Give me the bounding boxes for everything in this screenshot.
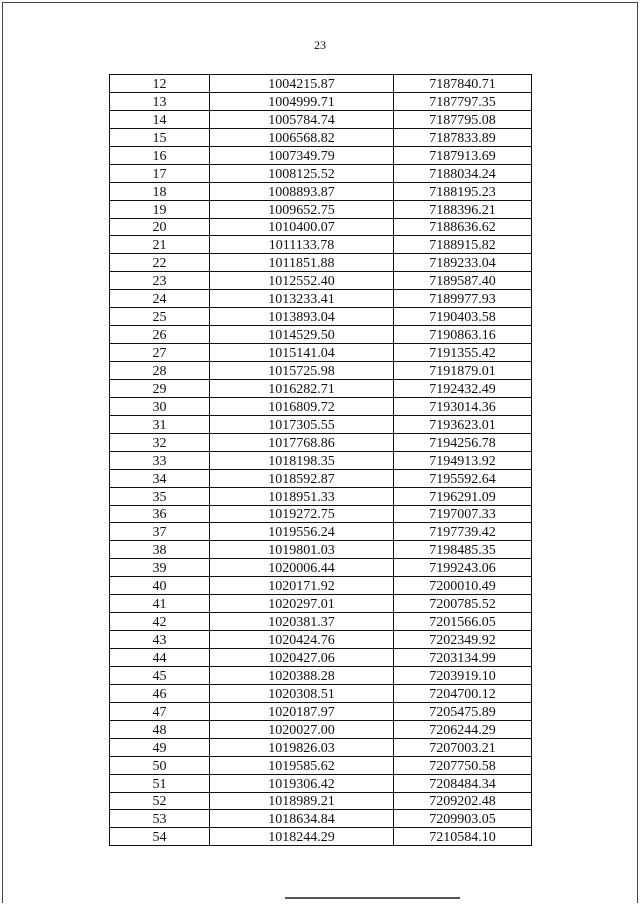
x-coordinate-cell: 1020388.28	[210, 666, 394, 684]
point-number-cell: 19	[110, 200, 210, 218]
table-row	[110, 649, 532, 667]
point-number-cell: 27	[110, 344, 210, 362]
table-row	[110, 487, 532, 505]
x-coordinate-cell: 1017768.86	[210, 433, 394, 451]
point-number-cell: 29	[110, 379, 210, 397]
x-coordinate-cell: 1020381.37	[210, 613, 394, 631]
y-coordinate-cell: 7189977.93	[394, 290, 532, 308]
x-coordinate-cell: 1016809.72	[210, 397, 394, 415]
table-row	[110, 75, 532, 93]
table-row	[110, 756, 532, 774]
x-coordinate-cell: 1011851.88	[210, 254, 394, 272]
y-coordinate-cell: 7194913.92	[394, 451, 532, 469]
x-coordinate-cell: 1016282.71	[210, 379, 394, 397]
table-row	[110, 702, 532, 720]
y-coordinate-cell: 7206244.29	[394, 720, 532, 738]
x-coordinate-cell: 1004215.87	[210, 75, 394, 93]
point-number-cell: 49	[110, 738, 210, 756]
x-coordinate-cell: 1007349.79	[210, 146, 394, 164]
x-coordinate-cell: 1019801.03	[210, 541, 394, 559]
y-coordinate-cell: 7207750.58	[394, 756, 532, 774]
x-coordinate-cell: 1018244.29	[210, 828, 394, 846]
point-number-cell: 26	[110, 326, 210, 344]
x-coordinate-cell: 1020006.44	[210, 559, 394, 577]
y-coordinate-cell: 7191879.01	[394, 362, 532, 380]
y-coordinate-cell: 7210584.10	[394, 828, 532, 846]
y-coordinate-cell: 7204700.12	[394, 684, 532, 702]
table-row	[110, 236, 532, 254]
point-number-cell: 12	[110, 75, 210, 93]
point-number-cell: 31	[110, 415, 210, 433]
x-coordinate-cell: 1009652.75	[210, 200, 394, 218]
table-row	[110, 182, 532, 200]
point-number-cell: 13	[110, 92, 210, 110]
x-coordinate-cell: 1020171.92	[210, 577, 394, 595]
y-coordinate-cell: 7191355.42	[394, 344, 532, 362]
table-row	[110, 684, 532, 702]
y-coordinate-cell: 7190403.58	[394, 308, 532, 326]
point-number-cell: 50	[110, 756, 210, 774]
y-coordinate-cell: 7187840.71	[394, 75, 532, 93]
table-row	[110, 308, 532, 326]
point-number-cell: 15	[110, 128, 210, 146]
table-row	[110, 92, 532, 110]
point-number-cell: 54	[110, 828, 210, 846]
table-row	[110, 523, 532, 541]
table-row	[110, 505, 532, 523]
y-coordinate-cell: 7207003.21	[394, 738, 532, 756]
point-number-cell: 24	[110, 290, 210, 308]
table-row	[110, 451, 532, 469]
point-number-cell: 42	[110, 613, 210, 631]
table-row	[110, 254, 532, 272]
point-number-cell: 36	[110, 505, 210, 523]
point-number-cell: 16	[110, 146, 210, 164]
point-number-cell: 44	[110, 649, 210, 667]
point-number-cell: 30	[110, 397, 210, 415]
table-row	[110, 631, 532, 649]
x-coordinate-cell: 1014529.50	[210, 326, 394, 344]
y-coordinate-cell: 7187797.35	[394, 92, 532, 110]
coordinates-table-body	[110, 75, 532, 846]
table-row	[110, 290, 532, 308]
x-coordinate-cell: 1018951.33	[210, 487, 394, 505]
table-row	[110, 595, 532, 613]
point-number-cell: 21	[110, 236, 210, 254]
y-coordinate-cell: 7196291.09	[394, 487, 532, 505]
y-coordinate-cell: 7187913.69	[394, 146, 532, 164]
y-coordinate-cell: 7200785.52	[394, 595, 532, 613]
point-number-cell: 18	[110, 182, 210, 200]
table-row	[110, 362, 532, 380]
point-number-cell: 28	[110, 362, 210, 380]
x-coordinate-cell: 1018198.35	[210, 451, 394, 469]
point-number-cell: 47	[110, 702, 210, 720]
y-coordinate-cell: 7209202.48	[394, 792, 532, 810]
y-coordinate-cell: 7203919.10	[394, 666, 532, 684]
y-coordinate-cell: 7187795.08	[394, 110, 532, 128]
x-coordinate-cell: 1020427.06	[210, 649, 394, 667]
y-coordinate-cell: 7197739.42	[394, 523, 532, 541]
x-coordinate-cell: 1011133.78	[210, 236, 394, 254]
table-row	[110, 559, 532, 577]
y-coordinate-cell: 7193623.01	[394, 415, 532, 433]
point-number-cell: 51	[110, 774, 210, 792]
y-coordinate-cell: 7187833.89	[394, 128, 532, 146]
point-number-cell: 45	[110, 666, 210, 684]
coordinates-table	[109, 74, 532, 846]
point-number-cell: 34	[110, 469, 210, 487]
y-coordinate-cell: 7203134.99	[394, 649, 532, 667]
x-coordinate-cell: 1013893.04	[210, 308, 394, 326]
x-coordinate-cell: 1019585.62	[210, 756, 394, 774]
x-coordinate-cell: 1020308.51	[210, 684, 394, 702]
table-row	[110, 469, 532, 487]
table-row	[110, 666, 532, 684]
point-number-cell: 23	[110, 272, 210, 290]
point-number-cell: 20	[110, 218, 210, 236]
table-row	[110, 433, 532, 451]
x-coordinate-cell: 1008125.52	[210, 164, 394, 182]
y-coordinate-cell: 7198485.35	[394, 541, 532, 559]
x-coordinate-cell: 1020187.97	[210, 702, 394, 720]
point-number-cell: 17	[110, 164, 210, 182]
point-number-cell: 43	[110, 631, 210, 649]
y-coordinate-cell: 7188396.21	[394, 200, 532, 218]
y-coordinate-cell: 7194256.78	[394, 433, 532, 451]
x-coordinate-cell: 1020297.01	[210, 595, 394, 613]
y-coordinate-cell: 7199243.06	[394, 559, 532, 577]
table-row	[110, 415, 532, 433]
table-row	[110, 326, 532, 344]
x-coordinate-cell: 1006568.82	[210, 128, 394, 146]
x-coordinate-cell: 1008893.87	[210, 182, 394, 200]
y-coordinate-cell: 7200010.49	[394, 577, 532, 595]
x-coordinate-cell: 1015141.04	[210, 344, 394, 362]
table-row	[110, 164, 532, 182]
x-coordinate-cell: 1013233.41	[210, 290, 394, 308]
x-coordinate-cell: 1017305.55	[210, 415, 394, 433]
table-row	[110, 200, 532, 218]
point-number-cell: 46	[110, 684, 210, 702]
table-row	[110, 146, 532, 164]
y-coordinate-cell: 7195592.64	[394, 469, 532, 487]
x-coordinate-cell: 1019306.42	[210, 774, 394, 792]
y-coordinate-cell: 7202349.92	[394, 631, 532, 649]
x-coordinate-cell: 1005784.74	[210, 110, 394, 128]
y-coordinate-cell: 7190863.16	[394, 326, 532, 344]
page-number: 23	[314, 38, 326, 52]
y-coordinate-cell: 7201566.05	[394, 613, 532, 631]
x-coordinate-cell: 1010400.07	[210, 218, 394, 236]
point-number-cell: 22	[110, 254, 210, 272]
table-row	[110, 738, 532, 756]
y-coordinate-cell: 7189587.40	[394, 272, 532, 290]
x-coordinate-cell: 1019556.24	[210, 523, 394, 541]
table-row	[110, 792, 532, 810]
x-coordinate-cell: 1018592.87	[210, 469, 394, 487]
y-coordinate-cell: 7189233.04	[394, 254, 532, 272]
y-coordinate-cell: 7209903.05	[394, 810, 532, 828]
table-row	[110, 218, 532, 236]
point-number-cell: 53	[110, 810, 210, 828]
table-row	[110, 720, 532, 738]
point-number-cell: 33	[110, 451, 210, 469]
point-number-cell: 25	[110, 308, 210, 326]
point-number-cell: 40	[110, 577, 210, 595]
table-row	[110, 128, 532, 146]
x-coordinate-cell: 1004999.71	[210, 92, 394, 110]
point-number-cell: 39	[110, 559, 210, 577]
table-row	[110, 541, 532, 559]
point-number-cell: 32	[110, 433, 210, 451]
table-row	[110, 828, 532, 846]
table-row	[110, 379, 532, 397]
table-row	[110, 577, 532, 595]
bottom-divider	[285, 897, 460, 899]
table-row	[110, 344, 532, 362]
x-coordinate-cell: 1019272.75	[210, 505, 394, 523]
y-coordinate-cell: 7188195.23	[394, 182, 532, 200]
point-number-cell: 38	[110, 541, 210, 559]
x-coordinate-cell: 1020424.76	[210, 631, 394, 649]
point-number-cell: 37	[110, 523, 210, 541]
y-coordinate-cell: 7188915.82	[394, 236, 532, 254]
table-row	[110, 110, 532, 128]
point-number-cell: 41	[110, 595, 210, 613]
table-row	[110, 774, 532, 792]
x-coordinate-cell: 1020027.00	[210, 720, 394, 738]
x-coordinate-cell: 1018634.84	[210, 810, 394, 828]
y-coordinate-cell: 7193014.36	[394, 397, 532, 415]
y-coordinate-cell: 7188636.62	[394, 218, 532, 236]
y-coordinate-cell: 7208484.34	[394, 774, 532, 792]
x-coordinate-cell: 1018989.21	[210, 792, 394, 810]
point-number-cell: 35	[110, 487, 210, 505]
point-number-cell: 52	[110, 792, 210, 810]
y-coordinate-cell: 7205475.89	[394, 702, 532, 720]
x-coordinate-cell: 1015725.98	[210, 362, 394, 380]
table-row	[110, 397, 532, 415]
table-row	[110, 613, 532, 631]
table-row	[110, 272, 532, 290]
point-number-cell: 14	[110, 110, 210, 128]
x-coordinate-cell: 1019826.03	[210, 738, 394, 756]
y-coordinate-cell: 7188034.24	[394, 164, 532, 182]
table-row	[110, 810, 532, 828]
y-coordinate-cell: 7197007.33	[394, 505, 532, 523]
point-number-cell: 48	[110, 720, 210, 738]
y-coordinate-cell: 7192432.49	[394, 379, 532, 397]
x-coordinate-cell: 1012552.40	[210, 272, 394, 290]
